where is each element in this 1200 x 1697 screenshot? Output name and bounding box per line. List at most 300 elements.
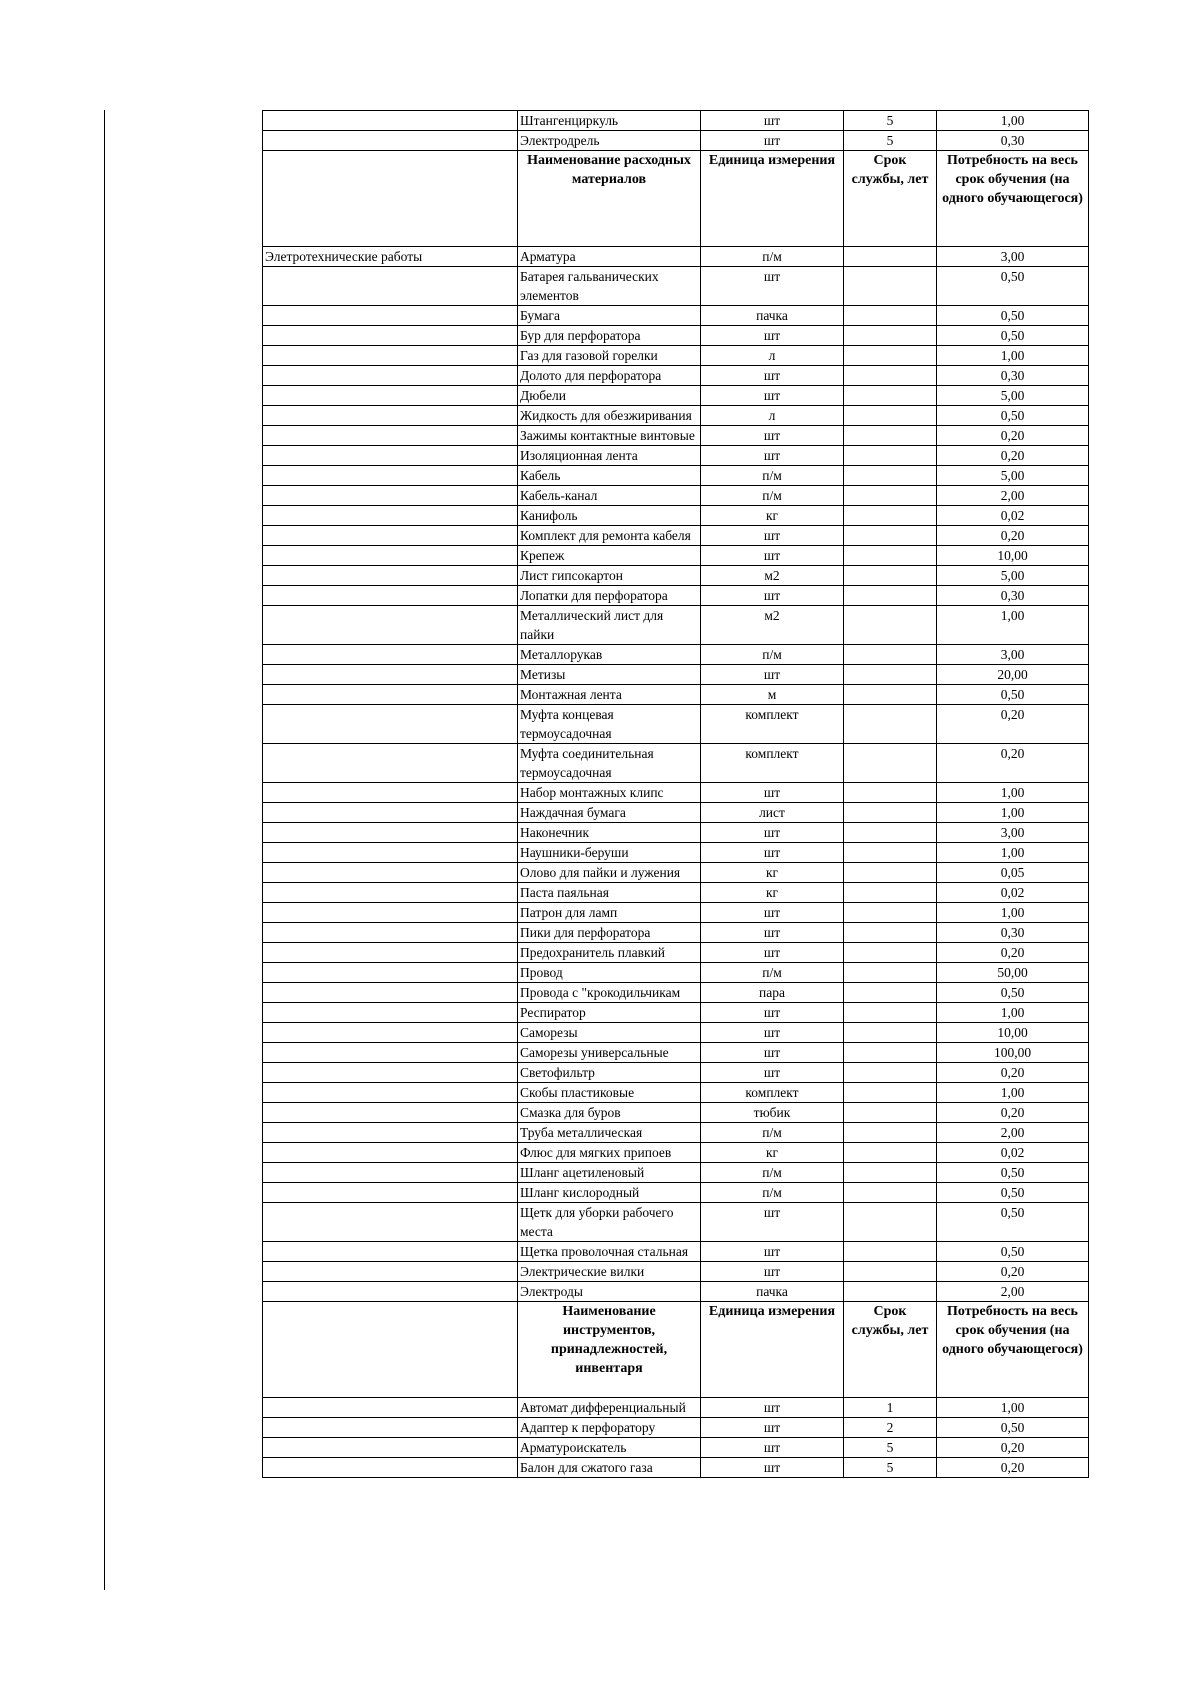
table-row	[263, 903, 1089, 923]
item-life	[844, 1203, 937, 1242]
section-cell	[263, 306, 518, 326]
section-cell	[263, 267, 518, 306]
section-cell	[263, 1103, 518, 1123]
item-name: Электрические вилки	[518, 1262, 701, 1282]
item-life	[844, 1262, 937, 1282]
item-unit: п/м	[701, 1163, 844, 1183]
table-row	[263, 1282, 1089, 1302]
item-unit: тюбик	[701, 1103, 844, 1123]
header-name: Наименование инструментов, принадлежностей, инвентаря	[518, 1302, 701, 1398]
item-name: Щетк для уборки рабочего места	[518, 1203, 701, 1242]
item-need: 0,50	[937, 1242, 1089, 1262]
table-row	[263, 963, 1089, 983]
item-life	[844, 466, 937, 486]
item-name: Паста паяльная	[518, 883, 701, 903]
table-row	[263, 1163, 1089, 1183]
item-name: Труба металлическая	[518, 1123, 701, 1143]
item-unit: шт	[701, 386, 844, 406]
item-name: Смазка для буров	[518, 1103, 701, 1123]
item-need: 2,00	[937, 1282, 1089, 1302]
item-unit: шт	[701, 586, 844, 606]
item-unit: пачка	[701, 1282, 844, 1302]
table-row	[263, 1418, 1089, 1438]
table-row	[263, 526, 1089, 546]
item-name: Скобы пластиковые	[518, 1083, 701, 1103]
item-life	[844, 1282, 937, 1302]
item-unit: л	[701, 406, 844, 426]
item-life	[844, 247, 937, 267]
item-unit: шт	[701, 1242, 844, 1262]
table-row	[263, 1043, 1089, 1063]
header-name: Наименование расходных материалов	[518, 151, 701, 247]
item-life	[844, 843, 937, 863]
table-row	[263, 705, 1089, 744]
item-life	[844, 546, 937, 566]
section-cell	[263, 744, 518, 783]
item-name: Олово для пайки и лужения	[518, 863, 701, 883]
item-life: 5	[844, 1438, 937, 1458]
item-life	[844, 1083, 937, 1103]
section-cell	[263, 645, 518, 665]
item-life	[844, 1183, 937, 1203]
item-need: 0,50	[937, 685, 1089, 705]
item-unit: п/м	[701, 963, 844, 983]
section-cell	[263, 1003, 518, 1023]
item-need: 100,00	[937, 1043, 1089, 1063]
section-cell	[263, 486, 518, 506]
item-unit: шт	[701, 1458, 844, 1478]
item-need: 2,00	[937, 486, 1089, 506]
item-name: Металлорукав	[518, 645, 701, 665]
item-need: 0,20	[937, 1458, 1089, 1478]
table-row	[263, 823, 1089, 843]
item-unit: лист	[701, 803, 844, 823]
section-cell	[263, 446, 518, 466]
item-need: 0,05	[937, 863, 1089, 883]
item-life	[844, 645, 937, 665]
item-name: Бур для перфоратора	[518, 326, 701, 346]
section-cell	[263, 151, 518, 247]
section-cell	[263, 1143, 518, 1163]
item-life	[844, 267, 937, 306]
item-unit: п/м	[701, 1183, 844, 1203]
section-cell	[263, 963, 518, 983]
item-unit: шт	[701, 923, 844, 943]
item-unit: шт	[701, 326, 844, 346]
item-unit: шт	[701, 903, 844, 923]
section-cell	[263, 1063, 518, 1083]
item-unit: комплект	[701, 744, 844, 783]
section-cell	[263, 466, 518, 486]
table-row	[263, 486, 1089, 506]
item-name: Арматура	[518, 247, 701, 267]
item-need: 0,30	[937, 586, 1089, 606]
table-row	[263, 843, 1089, 863]
table-row	[263, 267, 1089, 306]
item-need: 0,30	[937, 923, 1089, 943]
section-cell	[263, 1183, 518, 1203]
section-cell	[263, 326, 518, 346]
item-life	[844, 883, 937, 903]
item-need: 1,00	[937, 606, 1089, 645]
header-unit: Единица измерения	[701, 1302, 844, 1398]
materials-header-row	[263, 151, 1089, 247]
item-name: Патрон для ламп	[518, 903, 701, 923]
item-name: Провода с "крокодильчикам	[518, 983, 701, 1003]
item-name: Крепеж	[518, 546, 701, 566]
section-cell	[263, 131, 518, 151]
item-life: 5	[844, 131, 937, 151]
item-name: Светофильтр	[518, 1063, 701, 1083]
item-life: 5	[844, 1458, 937, 1478]
item-unit: л	[701, 346, 844, 366]
item-life	[844, 346, 937, 366]
table-row	[263, 1123, 1089, 1143]
item-name: Лист гипсокартон	[518, 566, 701, 586]
item-life	[844, 1242, 937, 1262]
item-name: Арматуроискатель	[518, 1438, 701, 1458]
item-life	[844, 744, 937, 783]
item-name: Электродрель	[518, 131, 701, 151]
table-row	[263, 566, 1089, 586]
item-unit: кг	[701, 1143, 844, 1163]
item-need: 0,20	[937, 446, 1089, 466]
section-cell	[263, 1083, 518, 1103]
item-need: 0,50	[937, 1203, 1089, 1242]
item-unit: шт	[701, 366, 844, 386]
table-row	[263, 326, 1089, 346]
item-life	[844, 486, 937, 506]
item-unit: кг	[701, 863, 844, 883]
item-unit: шт	[701, 1043, 844, 1063]
table-row	[263, 1183, 1089, 1203]
item-need: 1,00	[937, 783, 1089, 803]
item-need: 0,20	[937, 1262, 1089, 1282]
table-row	[263, 366, 1089, 386]
item-life	[844, 903, 937, 923]
table-row	[263, 586, 1089, 606]
table-row	[263, 923, 1089, 943]
item-name: Провод	[518, 963, 701, 983]
item-life	[844, 1023, 937, 1043]
table-row	[263, 863, 1089, 883]
item-need: 2,00	[937, 1123, 1089, 1143]
item-life	[844, 606, 937, 645]
item-unit: шт	[701, 426, 844, 446]
item-unit: комплект	[701, 705, 844, 744]
table-row	[263, 111, 1089, 131]
table-row	[263, 446, 1089, 466]
item-name: Батарея гальванических элементов	[518, 267, 701, 306]
item-unit: п/м	[701, 645, 844, 665]
item-need: 0,50	[937, 1418, 1089, 1438]
item-unit: шт	[701, 823, 844, 843]
section-cell	[263, 111, 518, 131]
item-need: 0,02	[937, 883, 1089, 903]
item-need: 1,00	[937, 1083, 1089, 1103]
item-name: Набор монтажных клипс	[518, 783, 701, 803]
section-cell	[263, 426, 518, 446]
item-unit: м	[701, 685, 844, 705]
item-name: Пики для перфоратора	[518, 923, 701, 943]
item-life	[844, 1003, 937, 1023]
item-unit: шт	[701, 1262, 844, 1282]
item-life	[844, 863, 937, 883]
item-life	[844, 823, 937, 843]
item-need: 0,20	[937, 705, 1089, 744]
section-cell	[263, 685, 518, 705]
section-cell	[263, 705, 518, 744]
table-row	[263, 1438, 1089, 1458]
section-cell	[263, 566, 518, 586]
item-name: Лопатки для перфоратора	[518, 586, 701, 606]
table-row	[263, 1143, 1089, 1163]
table-row	[263, 131, 1089, 151]
item-need: 0,50	[937, 983, 1089, 1003]
table-row	[263, 1458, 1089, 1478]
item-need: 0,50	[937, 406, 1089, 426]
section-cell	[263, 506, 518, 526]
item-life	[844, 586, 937, 606]
table-row	[263, 606, 1089, 645]
section-cell	[263, 526, 518, 546]
item-life	[844, 1163, 937, 1183]
item-unit: пачка	[701, 306, 844, 326]
item-life	[844, 386, 937, 406]
item-need: 1,00	[937, 903, 1089, 923]
section-cell	[263, 983, 518, 1003]
item-unit: кг	[701, 506, 844, 526]
item-life	[844, 705, 937, 744]
header-life: Срок службы, лет	[844, 1302, 937, 1398]
item-unit: шт	[701, 1398, 844, 1418]
item-life	[844, 326, 937, 346]
item-need: 0,30	[937, 366, 1089, 386]
table-row	[263, 1242, 1089, 1262]
item-name: Кабель-канал	[518, 486, 701, 506]
item-unit: шт	[701, 783, 844, 803]
item-name: Шланг ацетиленовый	[518, 1163, 701, 1183]
item-name: Изоляционная лента	[518, 446, 701, 466]
section-cell	[263, 1023, 518, 1043]
item-unit: кг	[701, 883, 844, 903]
table-row	[263, 1103, 1089, 1123]
item-need: 10,00	[937, 546, 1089, 566]
item-name: Канифоль	[518, 506, 701, 526]
section-cell	[263, 606, 518, 645]
item-need: 1,00	[937, 111, 1089, 131]
table-row	[263, 744, 1089, 783]
item-life	[844, 426, 937, 446]
section-cell	[263, 923, 518, 943]
item-life: 5	[844, 111, 937, 131]
item-name: Адаптер к перфоратору	[518, 1418, 701, 1438]
item-name: Муфта концевая термоусадочная	[518, 705, 701, 744]
item-need: 1,00	[937, 803, 1089, 823]
table-row	[263, 685, 1089, 705]
item-life	[844, 526, 937, 546]
section-cell	[263, 783, 518, 803]
item-need: 0,02	[937, 506, 1089, 526]
section-cell	[263, 1438, 518, 1458]
table-row	[263, 346, 1089, 366]
item-unit: п/м	[701, 486, 844, 506]
section-cell	[263, 1242, 518, 1262]
table-row	[263, 466, 1089, 486]
item-need: 1,00	[937, 346, 1089, 366]
item-need: 0,50	[937, 267, 1089, 306]
section-cell	[263, 943, 518, 963]
table-row	[263, 247, 1089, 267]
section-cell	[263, 406, 518, 426]
item-name: Дюбели	[518, 386, 701, 406]
item-unit: комплект	[701, 1083, 844, 1103]
table-row	[263, 386, 1089, 406]
table-row	[263, 506, 1089, 526]
section-cell	[263, 1418, 518, 1438]
item-life	[844, 923, 937, 943]
item-life	[844, 943, 937, 963]
item-unit: шт	[701, 267, 844, 306]
header-need: Потребность на весь срок обучения (на одного обучающегося)	[937, 1302, 1089, 1398]
table-row	[263, 1083, 1089, 1103]
item-need: 0,20	[937, 1438, 1089, 1458]
item-life: 1	[844, 1398, 937, 1418]
item-need: 0,20	[937, 744, 1089, 783]
item-life	[844, 406, 937, 426]
section-cell	[263, 546, 518, 566]
item-unit: шт	[701, 1003, 844, 1023]
item-name: Балон для сжатого газа	[518, 1458, 701, 1478]
table-row	[263, 645, 1089, 665]
table-row	[263, 1023, 1089, 1043]
header-unit: Единица измерения	[701, 151, 844, 247]
section-cell	[263, 1262, 518, 1282]
section-cell	[263, 586, 518, 606]
item-need: 3,00	[937, 645, 1089, 665]
item-life	[844, 566, 937, 586]
item-need: 3,00	[937, 823, 1089, 843]
table-row	[263, 665, 1089, 685]
section-cell	[263, 386, 518, 406]
item-life	[844, 685, 937, 705]
left-margin-line	[104, 110, 105, 1590]
item-name: Муфта соединительная термоусадочная	[518, 744, 701, 783]
item-name: Респиратор	[518, 1003, 701, 1023]
item-life	[844, 665, 937, 685]
item-name: Комплект для ремонта кабеля	[518, 526, 701, 546]
equipment-table	[262, 110, 1089, 1478]
item-name: Металлический лист для пайки	[518, 606, 701, 645]
section-cell	[263, 883, 518, 903]
item-need: 10,00	[937, 1023, 1089, 1043]
item-unit: п/м	[701, 1123, 844, 1143]
table-row	[263, 1262, 1089, 1282]
item-need: 1,00	[937, 1003, 1089, 1023]
table-row	[263, 883, 1089, 903]
item-name: Газ для газовой горелки	[518, 346, 701, 366]
item-life	[844, 366, 937, 386]
item-name: Электроды	[518, 1282, 701, 1302]
item-name: Зажимы контактные винтовые	[518, 426, 701, 446]
item-need: 1,00	[937, 1398, 1089, 1418]
item-need: 20,00	[937, 665, 1089, 685]
section-cell	[263, 366, 518, 386]
item-life	[844, 1103, 937, 1123]
item-need: 5,00	[937, 386, 1089, 406]
item-need: 0,20	[937, 1063, 1089, 1083]
item-life	[844, 506, 937, 526]
section-cell	[263, 803, 518, 823]
item-need: 0,20	[937, 1103, 1089, 1123]
item-unit: шт	[701, 1203, 844, 1242]
item-unit: шт	[701, 1418, 844, 1438]
section-cell: Элетротехнические работы	[263, 247, 518, 267]
header-life: Срок службы, лет	[844, 151, 937, 247]
item-unit: м2	[701, 606, 844, 645]
table-row	[263, 1398, 1089, 1418]
item-unit: шт	[701, 111, 844, 131]
table-row	[263, 406, 1089, 426]
item-name: Долото для перфоратора	[518, 366, 701, 386]
section-cell	[263, 1302, 518, 1398]
item-unit: шт	[701, 843, 844, 863]
item-need: 0,02	[937, 1143, 1089, 1163]
item-need: 3,00	[937, 247, 1089, 267]
item-life	[844, 783, 937, 803]
item-life	[844, 803, 937, 823]
table-row	[263, 943, 1089, 963]
section-cell	[263, 1043, 518, 1063]
item-name: Саморезы универсальные	[518, 1043, 701, 1063]
item-need: 0,20	[937, 943, 1089, 963]
item-unit: шт	[701, 665, 844, 685]
table-row	[263, 426, 1089, 446]
item-need: 5,00	[937, 566, 1089, 586]
table-row	[263, 1063, 1089, 1083]
header-need: Потребность на весь срок обучения (на одного обучающегося)	[937, 151, 1089, 247]
item-need: 0,50	[937, 326, 1089, 346]
section-cell	[263, 665, 518, 685]
item-name: Предохранитель плавкий	[518, 943, 701, 963]
item-life	[844, 983, 937, 1003]
item-life: 2	[844, 1418, 937, 1438]
table-row	[263, 1003, 1089, 1023]
section-cell	[263, 863, 518, 883]
item-name: Бумага	[518, 306, 701, 326]
item-need: 0,50	[937, 1163, 1089, 1183]
section-cell	[263, 1398, 518, 1418]
item-name: Метизы	[518, 665, 701, 685]
item-life	[844, 1123, 937, 1143]
item-unit: шт	[701, 1023, 844, 1043]
table-row	[263, 546, 1089, 566]
item-name: Наушники-беруши	[518, 843, 701, 863]
section-cell	[263, 1458, 518, 1478]
item-unit: пара	[701, 983, 844, 1003]
item-unit: шт	[701, 446, 844, 466]
item-life	[844, 306, 937, 326]
item-need: 1,00	[937, 843, 1089, 863]
section-cell	[263, 903, 518, 923]
item-unit: шт	[701, 1063, 844, 1083]
table-row	[263, 783, 1089, 803]
item-life	[844, 446, 937, 466]
item-name: Наждачная бумага	[518, 803, 701, 823]
section-cell	[263, 1123, 518, 1143]
section-cell	[263, 1163, 518, 1183]
item-name: Наконечник	[518, 823, 701, 843]
